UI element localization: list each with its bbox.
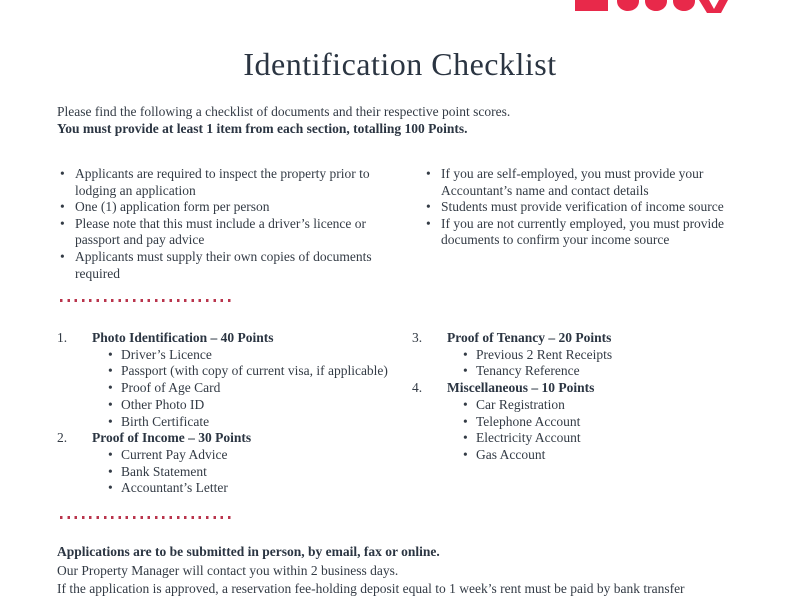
list-item: • Please note that this must include a driver’s licence or passport and pay advice bbox=[57, 216, 402, 249]
section-heading: Miscellaneous – 10 Points bbox=[447, 380, 595, 396]
list-item: • If you are not currently employed, you must provide documents to confirm your income source bbox=[423, 216, 745, 249]
footer-line-1: Applications are to be submitted in person, by email, fax or online. bbox=[57, 544, 440, 559]
list-item: • Gas Account bbox=[463, 447, 762, 464]
list-item: • Birth Certificate bbox=[108, 414, 407, 431]
section-proof-of-income bbox=[57, 430, 407, 497]
dotted-divider bbox=[60, 516, 233, 519]
list-item: • One (1) application form per person bbox=[57, 199, 402, 216]
intro-line-1: Please find the following a checklist of documents and their respective point scores. bbox=[57, 104, 511, 119]
list-item: • Electricity Account bbox=[463, 430, 762, 447]
list-item: • Telephone Account bbox=[463, 414, 762, 431]
notes-list-left bbox=[57, 166, 402, 282]
intro-text bbox=[57, 103, 757, 137]
section-photo-identification bbox=[57, 330, 407, 430]
section-proof-of-tenancy bbox=[412, 330, 762, 380]
list-item: • Students must provide verification of income source bbox=[423, 199, 745, 216]
intro-line-2: You must provide at least 1 item from each section, totalling 100 Points. bbox=[57, 121, 468, 136]
section-items bbox=[412, 397, 762, 464]
list-item: • Current Pay Advice bbox=[108, 447, 407, 464]
section-number: 4. bbox=[412, 380, 423, 396]
section-miscellaneous bbox=[412, 380, 762, 464]
list-item: • Tenancy Reference bbox=[463, 363, 762, 380]
section-items bbox=[57, 347, 407, 431]
dotted-divider bbox=[60, 299, 233, 302]
list-item: • Previous 2 Rent Receipts bbox=[463, 347, 762, 364]
list-item: • Driver’s Licence bbox=[108, 347, 407, 364]
section-heading: Proof of Tenancy – 20 Points bbox=[447, 330, 612, 345]
notes-list-right bbox=[423, 166, 745, 249]
section-number: 1. bbox=[57, 330, 68, 345]
section-heading-row bbox=[412, 380, 762, 397]
brand-logo-icon bbox=[575, 0, 728, 13]
list-item: • Bank Statement bbox=[108, 464, 407, 481]
page-title: Identification Checklist bbox=[243, 46, 557, 82]
section-items bbox=[57, 447, 407, 497]
list-item: • Proof of Age Card bbox=[108, 380, 407, 397]
section-heading-row bbox=[57, 430, 407, 447]
section-heading-row bbox=[57, 330, 407, 347]
list-item: • If you are self-employed, you must provide your Accountant’s name and contact details bbox=[423, 166, 745, 199]
general-notes-right-column bbox=[423, 166, 745, 249]
section-heading: Proof of Income – 30 Points bbox=[92, 430, 252, 446]
section-number: 2. bbox=[57, 430, 68, 446]
list-item: • Other Photo ID bbox=[108, 397, 407, 414]
section-heading: Photo Identification – 40 Points bbox=[92, 330, 274, 345]
section-heading-row bbox=[412, 330, 762, 347]
general-notes-left-column bbox=[57, 166, 402, 282]
footer-line-2: Our Property Manager will contact you within 2 business days. bbox=[57, 562, 399, 578]
checklist-sections-left-column bbox=[57, 330, 407, 497]
section-number: 3. bbox=[412, 330, 423, 345]
section-items bbox=[412, 347, 762, 380]
footer-line-3: If the application is approved, a reservation fee-holding deposit equal to 1 week’s rent must be paid by bank transfer bbox=[57, 581, 685, 597]
list-item: • Accountant’s Letter bbox=[108, 480, 407, 497]
list-item: • Applicants must supply their own copies of documents required bbox=[57, 249, 402, 282]
list-item: • Applicants are required to inspect the property prior to lodging an application bbox=[57, 166, 402, 199]
submission-instructions bbox=[57, 543, 767, 599]
list-item: • Passport (with copy of current visa, if applicable) bbox=[108, 363, 407, 380]
checklist-sections-right-column bbox=[412, 330, 762, 464]
list-item: • Car Registration bbox=[463, 397, 762, 414]
